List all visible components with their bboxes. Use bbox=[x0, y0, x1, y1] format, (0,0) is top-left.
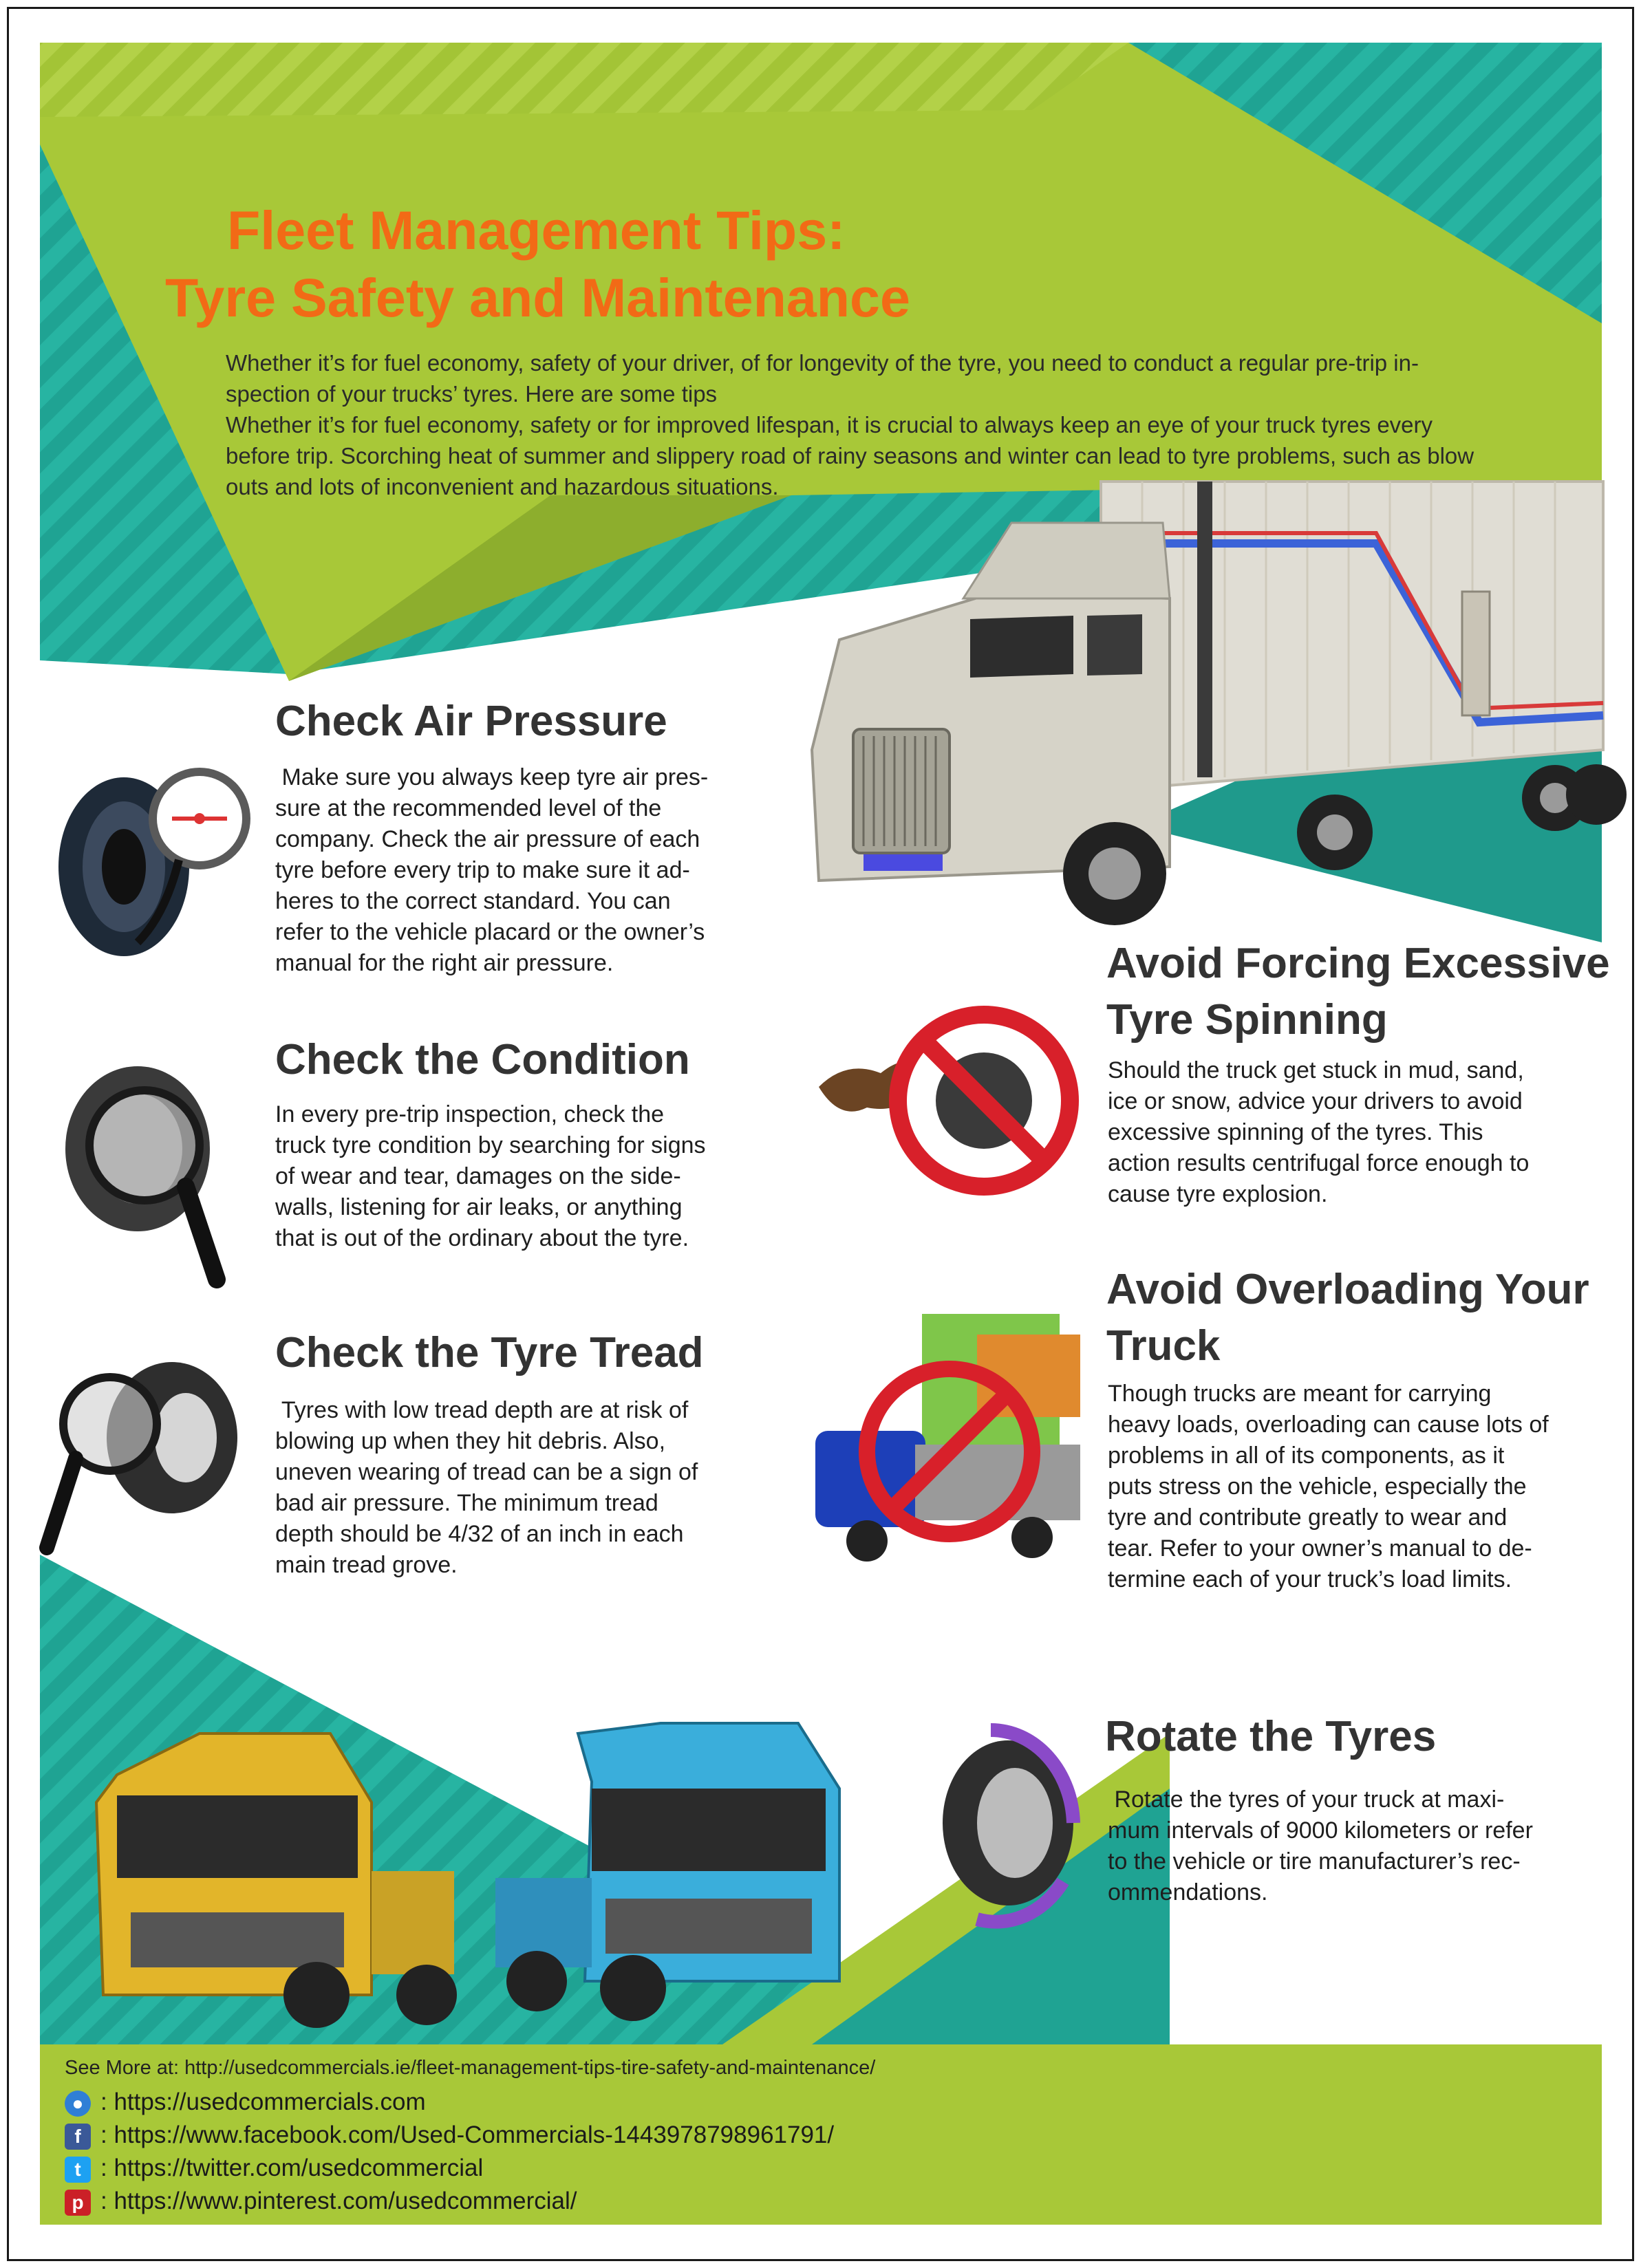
section-body-rotate bbox=[1108, 1784, 1589, 1908]
body-line: problems in all of its components, as it bbox=[1108, 1443, 1505, 1469]
body-line: sure at the recommended level of the bbox=[275, 795, 662, 821]
lime-top-stripes bbox=[40, 43, 1128, 117]
footer-bar bbox=[40, 2044, 1602, 2225]
body-line: depth should be 4/32 of an inch in each bbox=[275, 1521, 684, 1547]
body-line: to the vehicle or tire manufacturer’s rec- bbox=[1108, 1848, 1521, 1875]
body-line: Though trucks are meant for carrying bbox=[1108, 1381, 1492, 1407]
body-line: that is out of the ordinary about the tyre. bbox=[275, 1225, 689, 1251]
website-link[interactable]: : https://usedcommercials.com bbox=[100, 2088, 426, 2115]
body-line: tyre and contribute greatly to wear and bbox=[1108, 1504, 1508, 1531]
title-line-2: Tyre Safety and Maintenance bbox=[165, 267, 910, 328]
intro-line: Whether it’s for fuel economy, safety or for improved lifespan, it is crucial to always keep an eye of your truck tyres every bbox=[226, 412, 1433, 438]
body-line: tear. Refer to your owner’s manual to de- bbox=[1108, 1535, 1532, 1562]
section-body-air-pressure bbox=[275, 762, 757, 979]
title-line: Tyre Spinning bbox=[1106, 996, 1388, 1044]
body-line: ice or snow, advice your drivers to avoid bbox=[1108, 1088, 1523, 1114]
website-link-row[interactable] bbox=[65, 2087, 426, 2117]
section-title-overload bbox=[1106, 1262, 1589, 1374]
title-line-1: Fleet Management Tips: bbox=[227, 199, 846, 261]
section-body-overload bbox=[1108, 1379, 1589, 1595]
tread-magnifier-icon bbox=[47, 1362, 237, 1548]
intro-line: outs and lots of inconvenient and hazardous situations. bbox=[226, 474, 779, 499]
section-title-tread: Check the Tyre Tread bbox=[275, 1329, 704, 1376]
body-line: truck tyre condition by searching for signs bbox=[275, 1132, 706, 1158]
body-line: Make sure you always keep tyre air pres- bbox=[275, 764, 709, 790]
facebook-link[interactable]: : https://www.facebook.com/Used-Commercials-1443978798961791/ bbox=[100, 2121, 835, 2148]
pinterest-link-row[interactable] bbox=[65, 2186, 577, 2216]
section-title-rotate: Rotate the Tyres bbox=[1105, 1713, 1437, 1760]
body-line: In every pre-trip inspection, check the bbox=[275, 1101, 665, 1127]
tyre-gauge-icon bbox=[58, 772, 246, 956]
body-line: excessive spinning of the tyres. This bbox=[1108, 1119, 1483, 1145]
twitter-link[interactable]: : https://twitter.com/usedcommercial bbox=[100, 2154, 484, 2181]
body-line: Tyres with low tread depth are at risk of bbox=[275, 1397, 689, 1423]
intro-paragraph bbox=[226, 347, 1602, 502]
body-line: main tread grove. bbox=[275, 1552, 458, 1578]
body-line: company. Check the air pressure of each bbox=[275, 826, 700, 852]
body-line: heres to the correct standard. You can bbox=[275, 888, 671, 914]
section-body-tread bbox=[275, 1395, 757, 1581]
body-line: Should the truck get stuck in mud, sand, bbox=[1108, 1057, 1524, 1083]
twitter-icon: t bbox=[65, 2157, 91, 2183]
body-line: uneven wearing of tread can be a sign of bbox=[275, 1459, 698, 1485]
body-line: termine each of your truck’s load limits. bbox=[1108, 1566, 1512, 1592]
body-line: blowing up when they hit debris. Also, bbox=[275, 1428, 666, 1454]
intro-line: spection of your trucks’ tyres. Here are some tips bbox=[226, 381, 718, 407]
pinterest-link[interactable]: : https://www.pinterest.com/usedcommercial/ bbox=[100, 2188, 577, 2214]
title-line: Avoid Overloading Your bbox=[1106, 1266, 1589, 1313]
no-overload-icon bbox=[815, 1314, 1080, 1562]
body-line: of wear and tear, damages on the side- bbox=[275, 1163, 681, 1189]
no-spinning-icon bbox=[819, 1015, 1070, 1187]
title-line: Avoid Forcing Excessive bbox=[1106, 940, 1610, 987]
body-line: mum intervals of 9000 kilometers or refer bbox=[1108, 1817, 1533, 1844]
see-more-link[interactable]: See More at: http://usedcommercials.ie/fleet-management-tips-tire-safety-and-maintenance/ bbox=[65, 2057, 876, 2079]
body-line: tyre before every trip to make sure it ad- bbox=[275, 857, 690, 883]
body-line: action results centrifugal force enough to bbox=[1108, 1150, 1530, 1176]
twitter-link-row[interactable] bbox=[65, 2153, 483, 2183]
pinterest-icon: p bbox=[65, 2190, 91, 2216]
tyre-magnifier-icon bbox=[65, 1066, 217, 1279]
section-body-condition bbox=[275, 1099, 757, 1254]
intro-line: Whether it’s for fuel economy, safety of your driver, of for longevity of the tyre, you need to conduct a regular pre-trip in- bbox=[226, 350, 1419, 376]
section-body-spinning bbox=[1108, 1055, 1589, 1210]
facebook-link-row[interactable] bbox=[65, 2120, 834, 2150]
body-line: puts stress on the vehicle, especially the bbox=[1108, 1473, 1527, 1500]
body-line: cause tyre explosion. bbox=[1108, 1181, 1328, 1207]
body-line: refer to the vehicle placard or the owner’s bbox=[275, 919, 705, 945]
intro-line: before trip. Scorching heat of summer and slippery road of rainy seasons and winter can lead to tyre problems, such as blow bbox=[226, 443, 1474, 468]
body-line: bad air pressure. The minimum tread bbox=[275, 1490, 658, 1516]
title-line: Truck bbox=[1106, 1322, 1221, 1370]
section-title-condition: Check the Condition bbox=[275, 1036, 690, 1083]
body-line: heavy loads, overloading can cause lots of bbox=[1108, 1412, 1549, 1438]
globe-icon: ● bbox=[65, 2091, 91, 2117]
body-line: manual for the right air pressure. bbox=[275, 950, 614, 976]
body-line: Rotate the tyres of your truck at maxi- bbox=[1108, 1786, 1505, 1813]
section-title-air-pressure: Check Air Pressure bbox=[275, 698, 667, 745]
body-line: ommendations. bbox=[1108, 1879, 1268, 1905]
section-title-spinning bbox=[1106, 936, 1610, 1048]
facebook-icon: f bbox=[65, 2124, 91, 2150]
body-line: walls, listening for air leaks, or anything bbox=[275, 1194, 683, 1220]
